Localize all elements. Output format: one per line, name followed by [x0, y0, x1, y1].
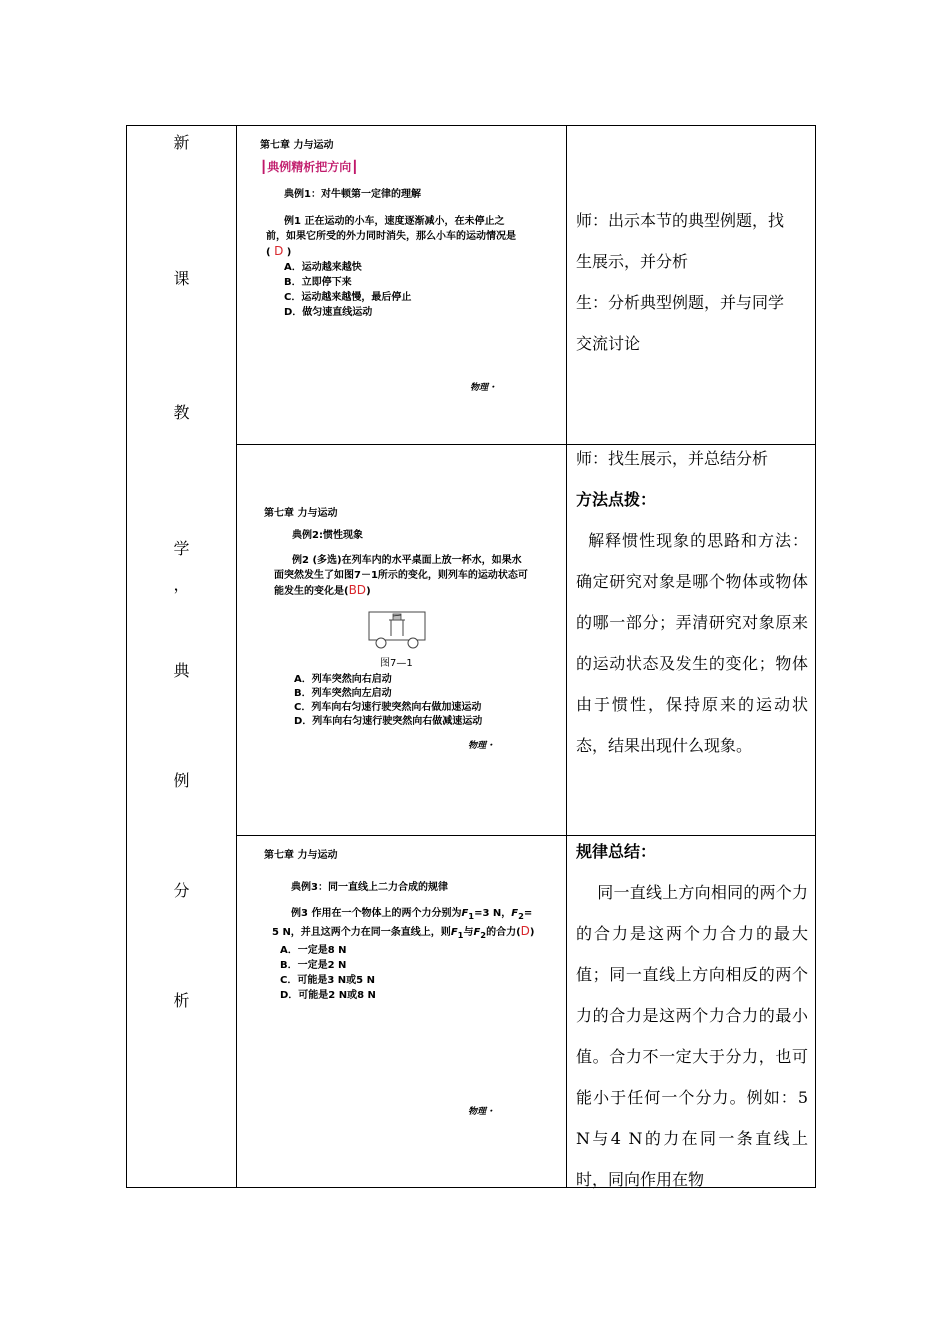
- section-char: ，: [173, 575, 190, 594]
- method-heading: 方法点拨：: [576, 490, 657, 509]
- teacher-notes-3: [576, 831, 814, 1200]
- slide-banner: ┃典例精析把方向┃: [260, 160, 359, 174]
- paren: ): [529, 927, 535, 938]
- option-item: D．列车向右匀速行驶突然向右做减速运动: [294, 716, 483, 727]
- force-value: =3 N，: [474, 908, 512, 919]
- question-answer-line: [264, 924, 564, 943]
- slide-footer: 物理・: [470, 383, 498, 393]
- question-text: 例1 正在运动的小车，速度逐渐减小，在未停止之: [284, 216, 505, 227]
- slide-footer: 物理・: [468, 1107, 496, 1117]
- notes-line: 师：出示本节的典型例题，找: [576, 211, 785, 230]
- option-item: B．立即停下来: [284, 277, 352, 288]
- teacher-notes-1: [576, 200, 808, 364]
- paren: ): [366, 586, 371, 597]
- train-wheel: [376, 638, 386, 648]
- column-divider-left: [236, 126, 237, 1187]
- force-subscript: 1: [457, 930, 464, 940]
- option-item: A．列车突然向右启动: [294, 674, 392, 685]
- section-char: 课: [173, 269, 190, 288]
- question-text-part: 的合力(: [486, 927, 521, 938]
- option-item: D．可能是2 N或8 N: [280, 990, 376, 1001]
- question-text-part: 5 N，并且这两个力在同一条直线上，则: [272, 927, 451, 938]
- question-text: 例2 (多选)在列车内的水平桌面上放一杯水，如果水: [292, 555, 522, 566]
- train-cup-figure: [367, 610, 427, 650]
- section-char: 例: [173, 771, 190, 790]
- notes-line: 生展示，并分析: [576, 252, 689, 271]
- notes-line: 师：找生展示，并总结分析: [576, 449, 769, 468]
- section-char: 典: [173, 661, 190, 680]
- slide-topic: 典例2:惯性现象: [292, 530, 363, 541]
- option-item: A．一定是8 N: [280, 945, 347, 956]
- force-symbol: F: [450, 927, 458, 938]
- force-subscript: 2: [480, 930, 487, 940]
- force-symbol: F: [511, 908, 519, 919]
- option-item: B．列车突然向左启动: [294, 688, 392, 699]
- teacher-notes-2: [576, 438, 808, 766]
- slide-topic: 典例1：对牛顿第一定律的理解: [284, 189, 421, 200]
- question-text: 前，如果它所受的外力同时消失，那么小车的运动情况是: [266, 231, 516, 242]
- slide-example-1: [260, 138, 560, 320]
- method-body: 解释惯性现象的思路和方法：确定研究对象是哪个物体或物体的哪一部分；弄清研究对象原来的运动状态及发生的变化；物体由于惯性，保持原来的运动状态，结果出现什么现象。: [576, 531, 808, 755]
- force-symbol: F: [473, 927, 481, 938]
- lesson-table: [126, 125, 816, 1188]
- slide-example-2: [264, 506, 564, 599]
- section-char: 学: [173, 539, 190, 558]
- option-item: B．一定是2 N: [280, 960, 347, 971]
- rule-body: 同一直线上方向相同的两个力的合力是这两个力合力的最大值；同一直线上方向相反的两个力的合力是这两个力合力的最小值。合力不一定大于分力，也可能小于任何一个分力。例如：5 N与4 N的力在同一条直线上时，同向作用在物: [576, 883, 814, 1189]
- column-divider-right: [566, 126, 567, 1187]
- question-answer-line: [260, 244, 560, 260]
- section-char: 分: [173, 881, 190, 900]
- question-text: [264, 906, 564, 924]
- slide-chapter-title: 第七章 力与运动: [260, 140, 334, 151]
- section-char: 教: [173, 403, 190, 422]
- option-item: A．运动越来越快: [284, 262, 362, 273]
- force-subscript: 2: [518, 911, 524, 921]
- option-item: C．列车向右匀速行驶突然向右做加速运动: [294, 702, 482, 713]
- paren: ): [286, 247, 292, 258]
- slide-chapter-title: 第七章 力与运动: [264, 508, 338, 519]
- section-char: 析: [173, 991, 190, 1010]
- answer-mark: D: [274, 244, 284, 258]
- force-symbol: F: [461, 908, 469, 919]
- force-subscript: 1: [468, 911, 475, 921]
- section-char: 新: [173, 133, 190, 152]
- question-text: 面突然发生了如图7－1所示的变化，则列车的运动状态可: [274, 570, 528, 581]
- answer-mark: D: [520, 924, 530, 938]
- option-item: C．运动越来越慢，最后停止: [284, 292, 412, 303]
- paren: (: [266, 247, 271, 258]
- question-text-part: 例3 作用在一个物体上的两个力分别为: [291, 908, 462, 919]
- slide-topic: 典例3：同一直线上二力合成的规律: [291, 882, 448, 893]
- option-item: D．做匀速直线运动: [284, 307, 373, 318]
- force-value: =: [523, 908, 533, 919]
- section-label-column: [127, 126, 236, 1187]
- answer-mark: BD: [348, 583, 367, 597]
- notes-line: 交流讨论: [576, 334, 641, 353]
- slide-options-2: [294, 673, 564, 729]
- rule-heading: 规律总结：: [576, 842, 657, 861]
- slide-chapter-title: 第七章 力与运动: [264, 850, 338, 861]
- slide-example-3: [264, 848, 564, 1003]
- question-text: 能发生的变化是(: [274, 586, 349, 597]
- slide-footer: 物理・: [468, 741, 496, 751]
- question-answer-line: [264, 583, 564, 599]
- option-item: C．可能是3 N或5 N: [280, 975, 375, 986]
- figure-caption: 图7—1: [380, 658, 413, 669]
- question-text-part: 与: [463, 927, 474, 938]
- train-wheel: [408, 638, 418, 648]
- notes-line: 生：分析典型例题，并与同学: [576, 293, 785, 312]
